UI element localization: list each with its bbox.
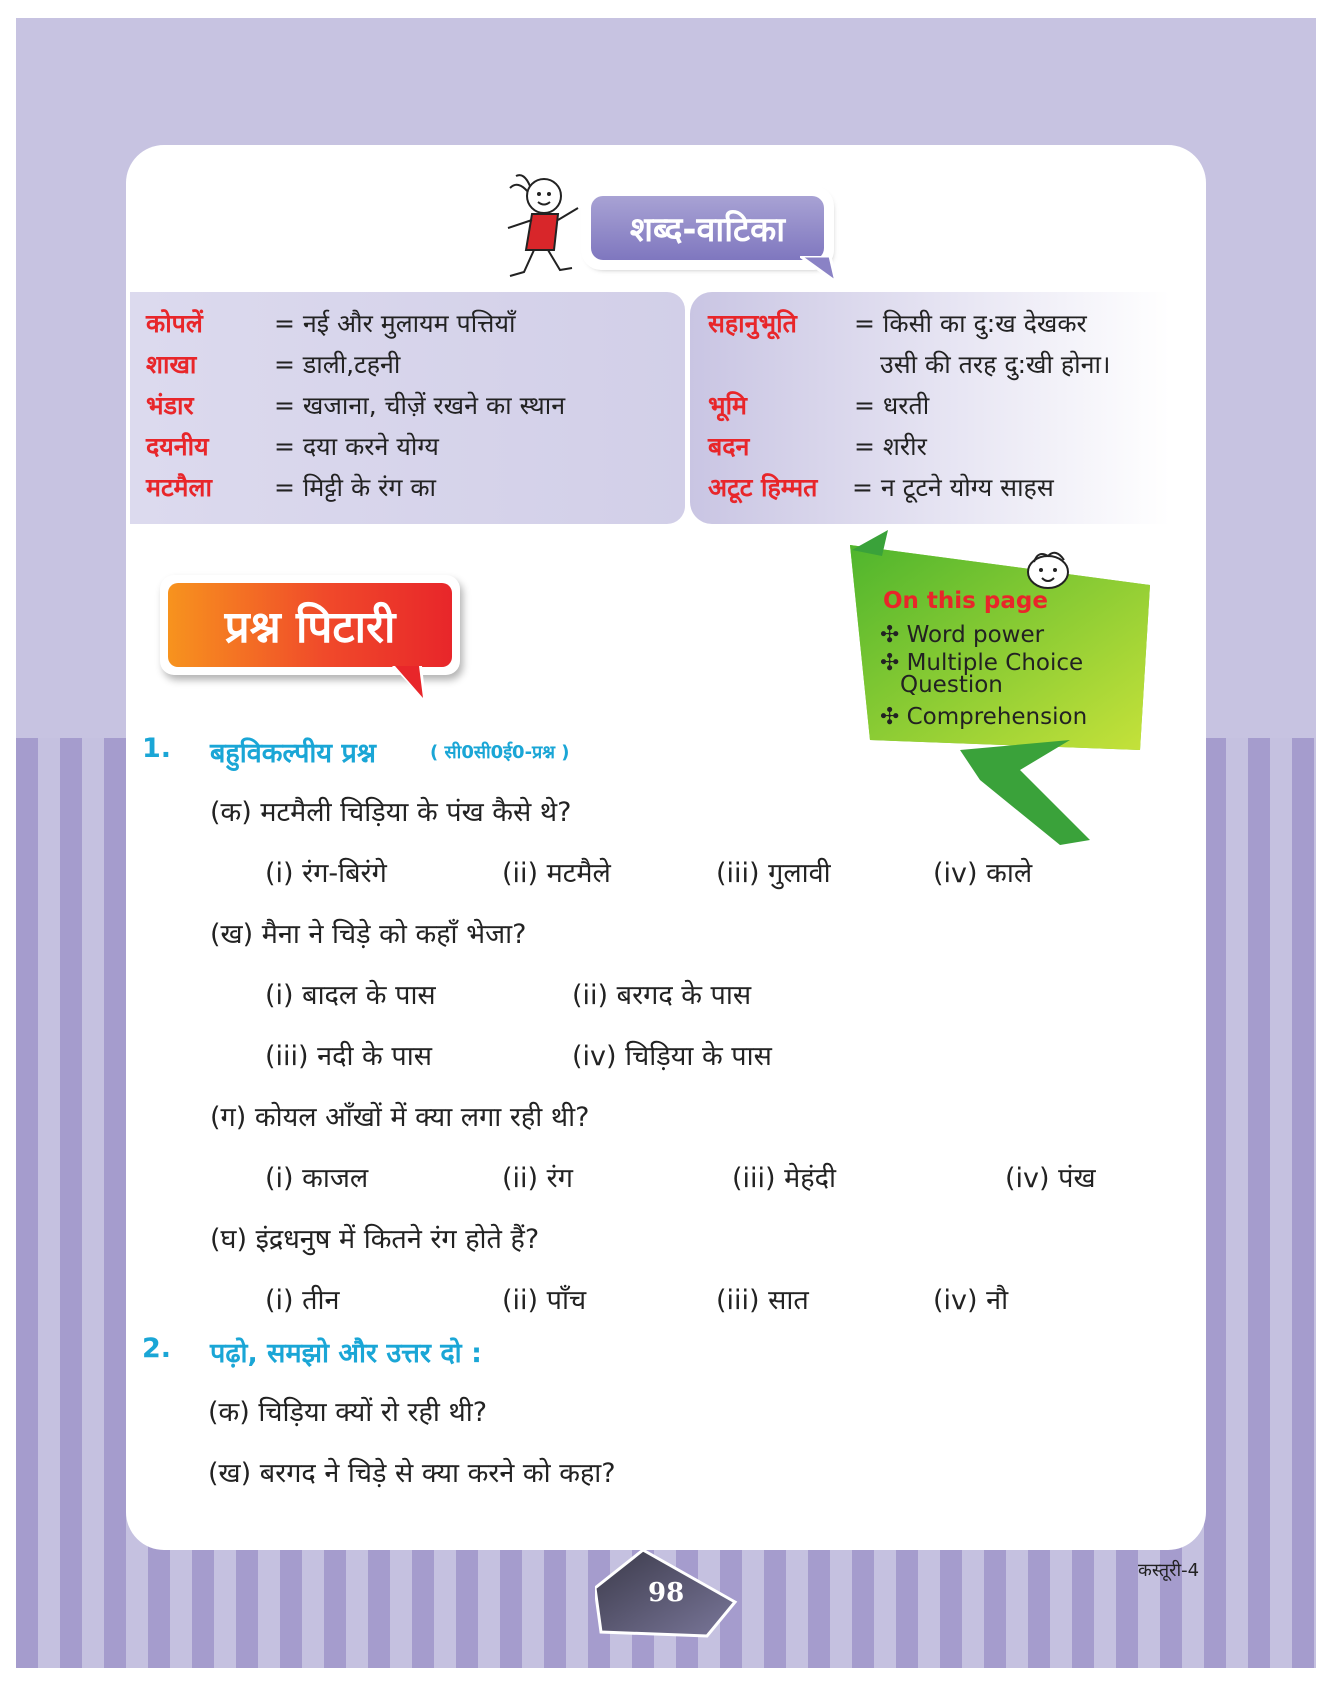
comprehension-question: (क) चिड़िया क्यों रो रही थी? bbox=[208, 1397, 488, 1428]
vocab-meaning: = दया करने योग्य bbox=[274, 432, 439, 461]
vocab-meaning: = किसी का दु:ख देखकर bbox=[854, 309, 1087, 338]
book-name: कस्तूरी-4 bbox=[1138, 1560, 1200, 1581]
on-this-page-item: ✣ Word power bbox=[880, 622, 1045, 648]
vocab-meaning: = शरीर bbox=[854, 432, 927, 461]
q2-title: पढ़ो, समझो और उत्तर दो : bbox=[210, 1338, 482, 1369]
on-this-page-item: ✣ Multiple Choice bbox=[880, 650, 1084, 676]
mcq-question: (ग) कोयल आँखों में क्या लगा रही थी? bbox=[210, 1102, 590, 1133]
mcq-option: (ii) मटमैले bbox=[502, 858, 611, 889]
vocab-term: शाखा bbox=[146, 350, 197, 379]
banner-tail bbox=[392, 666, 432, 706]
mcq-option: (ii) रंग bbox=[502, 1163, 573, 1194]
on-this-page-item: Question bbox=[900, 672, 1003, 698]
q1-tag: ( सी0सी0ई0-प्रश्न ) bbox=[430, 742, 570, 763]
vocab-meaning: = न टूटने योग्य साहस bbox=[852, 473, 1054, 502]
mcq-option: (iv) नौ bbox=[933, 1285, 1009, 1316]
mcq-question: (घ) इंद्रधनुष में कितने रंग होते हैं? bbox=[210, 1224, 540, 1255]
vocab-term: कोपलें bbox=[146, 309, 203, 338]
mcq-option: (i) बादल के पास bbox=[265, 980, 436, 1011]
q1-number: 1. bbox=[142, 733, 172, 764]
vocab-term: अटूट हिम्मत bbox=[708, 473, 818, 502]
mcq-option: (i) काजल bbox=[265, 1163, 369, 1194]
section-banner: प्रश्न पिटारी bbox=[168, 583, 452, 667]
mcq-option: (ii) बरगद के पास bbox=[572, 980, 752, 1011]
mcq-option: (iii) नदी के पास bbox=[265, 1041, 432, 1072]
on-this-page-item: ✣ Comprehension bbox=[880, 704, 1088, 730]
vocab-meaning: = मिट्टी के रंग का bbox=[274, 473, 437, 502]
vocab-heading: शब्द-वाटिका bbox=[591, 196, 824, 260]
mcq-option: (i) रंग-बिरंगे bbox=[265, 858, 387, 889]
vocab-term: सहानुभूति bbox=[708, 309, 797, 338]
section-banner-box bbox=[160, 575, 460, 675]
mcq-option: (iii) मेहंदी bbox=[732, 1163, 836, 1194]
vocab-term: दयनीय bbox=[146, 432, 209, 461]
vocab-meaning-cont: उसी की तरह दु:खी होना। bbox=[880, 350, 1111, 379]
mcq-option: (iii) गुलावी bbox=[716, 858, 831, 889]
mcq-question: (क) मटमैली चिड़िया के पंख कैसे थे? bbox=[210, 797, 572, 828]
mcq-option: (iv) काले bbox=[933, 858, 1033, 889]
mcq-option: (iii) सात bbox=[716, 1285, 809, 1316]
vocab-term: बदन bbox=[708, 432, 750, 461]
vocab-meaning: = खजाना, चीज़ें रखने का स्थान bbox=[274, 391, 566, 420]
on-this-page-title: On this page bbox=[883, 588, 1048, 614]
mcq-option: (iv) पंख bbox=[1005, 1163, 1096, 1194]
vocab-term: मटमैला bbox=[146, 473, 212, 502]
vocab-meaning: = डाली,टहनी bbox=[274, 350, 401, 379]
mcq-question: (ख) मैना ने चिड़े को कहाँ भेजा? bbox=[210, 919, 527, 950]
face-icon bbox=[1020, 548, 1076, 592]
mcq-option: (ii) पाँच bbox=[502, 1285, 587, 1316]
vocab-term: भूमि bbox=[708, 391, 748, 420]
ribbon-corner bbox=[852, 530, 892, 560]
vocab-meaning: = धरती bbox=[854, 391, 930, 420]
q2-number: 2. bbox=[142, 1333, 172, 1364]
mcq-option: (i) तीन bbox=[265, 1285, 340, 1316]
vocab-meaning: = नई और मुलायम पत्तियाँ bbox=[274, 309, 516, 338]
comprehension-question: (ख) बरगद ने चिड़े से क्या करने को कहा? bbox=[208, 1458, 616, 1489]
page-number: 98 bbox=[648, 1578, 685, 1608]
vocab-heading-bubble bbox=[585, 190, 830, 266]
ribbon-tail bbox=[960, 740, 1110, 850]
q1-title: बहुविकल्पीय प्रश्न bbox=[210, 738, 376, 769]
vocab-term: भंडार bbox=[146, 391, 194, 420]
bubble-tail bbox=[800, 256, 840, 286]
cartoon-girl-icon bbox=[488, 172, 588, 290]
mcq-option: (iv) चिड़िया के पास bbox=[572, 1041, 772, 1072]
